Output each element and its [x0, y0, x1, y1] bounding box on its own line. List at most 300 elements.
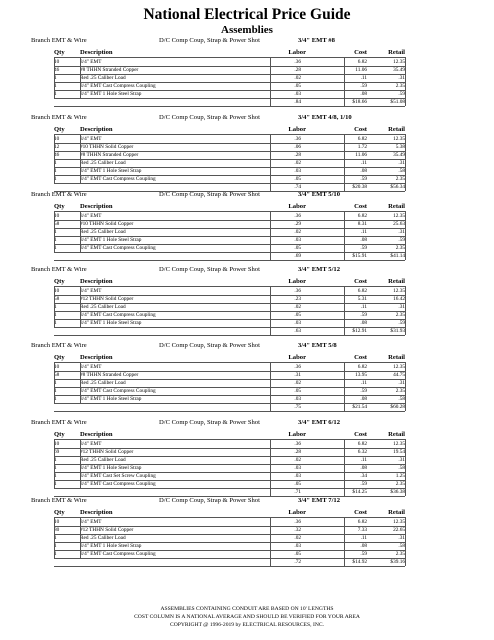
column-header-qty: Qty [54, 354, 65, 361]
assembly-size: 3/4" EMT 4/8, 1/10 [298, 114, 352, 121]
cell-labor: .28 [294, 152, 301, 158]
cell-cost: .08 [360, 320, 367, 326]
table-rule [54, 66, 405, 67]
table-row [0, 311, 494, 319]
cell-cost: 6.82 [357, 59, 367, 65]
cell-desc: 3/4" EMT [80, 213, 102, 219]
cell-cost: .11 [360, 229, 367, 235]
assembly-category: Branch EMT & Wire [31, 114, 87, 121]
cell-desc: 3/4" EMT [80, 441, 102, 447]
cell-desc: 3/4" EMT 1 Hole Steel Strap [80, 168, 142, 174]
assembly-method: D/C Comp Coup, Strap & Power Shot [159, 37, 260, 44]
cell-cost: 7.33 [357, 527, 367, 533]
table-row [0, 167, 494, 175]
assembly-method: D/C Comp Coup, Strap & Power Shot [159, 419, 260, 426]
table-rule [54, 74, 405, 75]
cell-labor: .36 [294, 213, 301, 219]
cell-desc: 3/4" EMT Cast Compress Coupling [80, 481, 156, 487]
cell-cost: 11.06 [355, 67, 367, 73]
cell-retail: 22.65 [393, 527, 405, 533]
table-row [0, 58, 494, 66]
cell-qty: 46 [54, 152, 60, 158]
total-cost: $12.91 [352, 328, 367, 334]
cell-labor: .36 [294, 441, 301, 447]
cell-retail: .59 [398, 237, 405, 243]
table-column-rule [80, 517, 81, 558]
cell-cost: .08 [360, 465, 367, 471]
table-row [0, 518, 494, 526]
cell-retail: 2.35 [395, 176, 405, 182]
cell-retail: 5.38 [395, 144, 405, 150]
cell-desc: 3/4" EMT 1 Hole Steel Strap [80, 320, 142, 326]
table-column-rule [344, 211, 345, 252]
cell-desc: #10 THHN Solid Copper [80, 221, 134, 227]
totals-row [0, 98, 494, 106]
table-row [0, 472, 494, 480]
table-column-rule [54, 57, 55, 98]
cell-cost: .59 [360, 551, 367, 557]
cell-labor: .29 [294, 221, 301, 227]
table-rule [54, 395, 405, 396]
table-rule [54, 228, 405, 229]
cell-desc: 3/4" EMT Cast Compress Coupling [80, 551, 156, 557]
cell-retail: .31 [398, 229, 405, 235]
column-header-description: Description [80, 126, 113, 133]
cell-desc: 3/4" EMT Cast Compress Coupling [80, 176, 156, 182]
cell-labor: .36 [294, 136, 301, 142]
table-rule [54, 472, 405, 473]
totals-column-rule [344, 327, 345, 335]
table-column-rule [405, 286, 406, 327]
cell-retail: .31 [398, 380, 405, 386]
totals-column-rule [405, 558, 406, 566]
cell-cost: .59 [360, 176, 367, 182]
cell-desc: 3/4" EMT [80, 136, 102, 142]
cell-qty: 69 [54, 449, 60, 455]
table-rule [54, 371, 405, 372]
column-header-retail: Retail [388, 203, 405, 210]
cell-cost: .59 [360, 312, 367, 318]
table-row [0, 244, 494, 252]
cell-labor: .02 [294, 229, 301, 235]
totals-column-rule [344, 558, 345, 566]
cell-labor: .02 [294, 380, 301, 386]
cell-qty: 1 [54, 91, 57, 97]
cell-cost: .11 [360, 380, 367, 386]
table-column-rule [344, 439, 345, 488]
table-rule [54, 143, 405, 144]
footer-line-3: COPYRIGHT @ 1996-2019 by ELECTRICAL RESOURCES, INC. [169, 622, 324, 628]
table-row [0, 143, 494, 151]
cell-qty: 1 [54, 388, 57, 394]
table-column-rule [344, 517, 345, 558]
total-retail: $60.28 [390, 404, 405, 410]
cell-labor: .06 [294, 144, 301, 150]
totals-column-rule [344, 403, 345, 411]
assembly-size: 3/4" EMT 5/8 [298, 342, 337, 349]
column-header-labor: Labor [288, 509, 306, 516]
cell-qty: 1 [54, 312, 57, 318]
cell-retail: 16.42 [393, 296, 405, 302]
table-rule [54, 448, 405, 449]
cell-labor: .05 [294, 388, 301, 394]
footer-line-2: COST COLUMN IS A NATIONAL AVERAGE AND SHOULD BE VERIFIED FOR YOUR AREA [134, 614, 360, 620]
totals-column-rule [405, 403, 406, 411]
cell-desc: 3/4" EMT [80, 288, 102, 294]
column-header-cost: Cost [354, 49, 367, 56]
table-column-rule [270, 362, 271, 403]
table-column-rule [344, 362, 345, 403]
table-rule [54, 134, 405, 135]
column-header-labor: Labor [288, 126, 306, 133]
cell-qty: 10 [54, 213, 60, 219]
table-row [0, 464, 494, 472]
column-header-qty: Qty [54, 126, 65, 133]
cell-cost: 6.82 [357, 441, 367, 447]
table-column-rule [270, 57, 271, 98]
table-rule [54, 319, 405, 320]
cell-cost: 11.06 [355, 152, 367, 158]
cell-retail: 2.35 [395, 245, 405, 251]
cell-qty: 1 [54, 83, 57, 89]
table-row [0, 371, 494, 379]
cell-qty: 1 [54, 176, 57, 182]
table-row [0, 363, 494, 371]
assembly-category: Branch EMT & Wire [31, 37, 87, 44]
cell-qty: 1 [54, 543, 57, 549]
table-row [0, 287, 494, 295]
cell-desc: 3/4" EMT 1 Hole Steel Strap [80, 543, 142, 549]
table-rule [54, 534, 405, 535]
table-row [0, 135, 494, 143]
cell-desc: #8 THHN Stranded Copper [80, 152, 139, 158]
assembly-block [0, 417, 494, 493]
totals-column-rule [270, 252, 271, 260]
table-rule [54, 379, 405, 380]
table-row [0, 175, 494, 183]
table-rule [54, 236, 405, 237]
table-column-rule [80, 57, 81, 98]
cell-desc: 3/4" EMT Cast Compress Coupling [80, 388, 156, 394]
total-retail: $51.08 [390, 99, 405, 105]
table-row [0, 90, 494, 98]
cell-cost: .59 [360, 245, 367, 251]
cell-qty: 1 [54, 75, 57, 81]
column-header-retail: Retail [388, 509, 405, 516]
total-labor: .69 [294, 253, 301, 259]
table-column-rule [270, 286, 271, 327]
column-header-labor: Labor [288, 278, 306, 285]
cell-retail: 12.35 [393, 136, 405, 142]
table-column-rule [54, 439, 55, 488]
table-row [0, 151, 494, 159]
cell-cost: .59 [360, 481, 367, 487]
assembly-block [0, 495, 494, 571]
table-rule [54, 566, 405, 567]
column-header-labor: Labor [288, 203, 306, 210]
cell-cost: .34 [360, 473, 367, 479]
column-header-qty: Qty [54, 49, 65, 56]
cell-labor: .03 [294, 168, 301, 174]
cell-qty: 1 [54, 457, 57, 463]
cell-qty: 1 [54, 320, 57, 326]
assembly-method: D/C Comp Coup, Strap & Power Shot [159, 266, 260, 273]
cell-labor: .36 [294, 59, 301, 65]
cell-desc: #8 THHN Stranded Copper [80, 67, 139, 73]
column-header-labor: Labor [288, 49, 306, 56]
table-rule [54, 98, 405, 99]
total-cost: $14.25 [352, 489, 367, 495]
cell-qty: 1 [54, 160, 57, 166]
cell-qty: 58 [54, 372, 60, 378]
table-rule [54, 542, 405, 543]
total-labor: .75 [294, 404, 301, 410]
cell-desc: Red .25 Caliber Load [80, 380, 126, 386]
assembly-block [0, 189, 494, 265]
footer-line-1: ASSEMBLIES CONTAINING CONDUIT ARE BASED ON 10' LENGTHS [160, 606, 334, 612]
cell-qty: 1 [54, 304, 57, 310]
cell-qty: 10 [54, 59, 60, 65]
cell-qty: 80 [54, 527, 60, 533]
totals-column-rule [344, 252, 345, 260]
cell-labor: .05 [294, 481, 301, 487]
cell-cost: .08 [360, 168, 367, 174]
cell-labor: .05 [294, 245, 301, 251]
table-rule [54, 464, 405, 465]
table-column-rule [405, 211, 406, 252]
cell-desc: 3/4" EMT Cast Compress Coupling [80, 245, 156, 251]
cell-retail: 12.35 [393, 519, 405, 525]
cell-retail: .59 [398, 91, 405, 97]
table-column-rule [54, 286, 55, 327]
cell-desc: Red .25 Caliber Load [80, 457, 126, 463]
column-header-cost: Cost [354, 431, 367, 438]
page-subtitle: Assemblies [221, 24, 273, 36]
table-row [0, 319, 494, 327]
table-column-rule [270, 134, 271, 183]
cell-cost: .08 [360, 237, 367, 243]
assembly-category: Branch EMT & Wire [31, 497, 87, 504]
cell-qty: 1 [54, 481, 57, 487]
table-column-rule [80, 362, 81, 403]
total-labor: .74 [294, 184, 301, 190]
cell-labor: .02 [294, 304, 301, 310]
cell-cost: 5.31 [357, 296, 367, 302]
cell-labor: .03 [294, 543, 301, 549]
total-retail: $41.14 [390, 253, 405, 259]
cell-desc: 3/4" EMT Cast Compress Coupling [80, 312, 156, 318]
column-header-qty: Qty [54, 278, 65, 285]
column-header-cost: Cost [354, 278, 367, 285]
cell-cost: 1.72 [357, 144, 367, 150]
cell-desc: #12 THHN Solid Copper [80, 449, 134, 455]
table-rule [54, 480, 405, 481]
table-rule [54, 90, 405, 91]
totals-row [0, 252, 494, 260]
totals-row [0, 403, 494, 411]
table-rule [54, 211, 405, 212]
table-row [0, 526, 494, 534]
cell-retail: 2.35 [395, 312, 405, 318]
table-column-rule [54, 211, 55, 252]
cell-retail: 12.35 [393, 364, 405, 370]
table-rule [54, 439, 405, 440]
table-column-rule [80, 211, 81, 252]
cell-qty: 46 [54, 67, 60, 73]
assembly-size: 3/4" EMT 5/10 [298, 191, 341, 198]
cell-retail: 2.35 [395, 388, 405, 394]
cell-desc: 3/4" EMT 1 Hole Steel Strap [80, 396, 142, 402]
column-header-description: Description [80, 354, 113, 361]
cell-labor: .36 [294, 519, 301, 525]
assembly-block [0, 340, 494, 416]
cell-retail: .31 [398, 75, 405, 81]
cell-cost: .08 [360, 91, 367, 97]
cell-desc: 3/4" EMT Cast Compress Coupling [80, 83, 156, 89]
table-row [0, 82, 494, 90]
column-header-labor: Labor [288, 431, 306, 438]
total-labor: .71 [294, 489, 301, 495]
cell-labor: .05 [294, 312, 301, 318]
totals-column-rule [405, 327, 406, 335]
column-header-cost: Cost [354, 126, 367, 133]
table-row [0, 395, 494, 403]
cell-desc: 3/4" EMT 1 Hole Steel Strap [80, 91, 142, 97]
table-rule [54, 220, 405, 221]
cell-qty: 1 [54, 237, 57, 243]
assembly-category: Branch EMT & Wire [31, 419, 87, 426]
cell-retail: 1.25 [395, 473, 405, 479]
cell-cost: 13.95 [355, 372, 367, 378]
cell-retail: .58 [398, 168, 405, 174]
cell-desc: Red .25 Caliber Load [80, 160, 126, 166]
table-row [0, 66, 494, 74]
cell-desc: 3/4" EMT [80, 59, 102, 65]
totals-column-rule [270, 327, 271, 335]
total-labor: .63 [294, 328, 301, 334]
assembly-category: Branch EMT & Wire [31, 191, 87, 198]
table-row [0, 212, 494, 220]
table-rule [54, 106, 405, 107]
cell-qty: 1 [54, 535, 57, 541]
cell-labor: .03 [294, 473, 301, 479]
cell-retail: 12.35 [393, 441, 405, 447]
cell-retail: .31 [398, 535, 405, 541]
column-header-cost: Cost [354, 203, 367, 210]
column-header-cost: Cost [354, 509, 367, 516]
assembly-size: 3/4" EMT 5/12 [298, 266, 341, 273]
table-rule [54, 488, 405, 489]
totals-row [0, 558, 494, 566]
table-rule [54, 456, 405, 457]
column-header-cost: Cost [354, 354, 367, 361]
table-column-rule [80, 286, 81, 327]
totals-column-rule [270, 403, 271, 411]
cell-cost: 6.82 [357, 519, 367, 525]
cell-desc: 3/4" EMT [80, 519, 102, 525]
cell-qty: 10 [54, 288, 60, 294]
table-rule [54, 286, 405, 287]
cell-cost: .59 [360, 83, 367, 89]
table-header-row [0, 353, 494, 362]
cell-cost: 6.82 [357, 288, 367, 294]
cell-retail: 35.49 [393, 152, 405, 158]
table-rule [54, 335, 405, 336]
cell-retail: 44.75 [393, 372, 405, 378]
table-rule [54, 303, 405, 304]
cell-cost: .08 [360, 543, 367, 549]
cell-labor: .02 [294, 75, 301, 81]
table-row [0, 550, 494, 558]
total-retail: $36.38 [390, 489, 405, 495]
column-header-qty: Qty [54, 203, 65, 210]
cell-cost: 8.31 [357, 221, 367, 227]
column-header-retail: Retail [388, 431, 405, 438]
cell-qty: 10 [54, 364, 60, 370]
table-row [0, 379, 494, 387]
cell-retail: 12.35 [393, 288, 405, 294]
table-row [0, 236, 494, 244]
cell-retail: 12.35 [393, 213, 405, 219]
table-column-rule [405, 517, 406, 558]
cell-qty: 1 [54, 245, 57, 251]
table-column-rule [270, 517, 271, 558]
total-cost: $15.91 [352, 253, 367, 259]
table-rule [54, 175, 405, 176]
table-rule [54, 558, 405, 559]
table-row [0, 228, 494, 236]
cell-desc: 3/4" EMT Cast Set Screw Coupling [80, 473, 156, 479]
column-header-retail: Retail [388, 49, 405, 56]
table-row [0, 74, 494, 82]
cell-retail: .58 [398, 543, 405, 549]
cell-desc: #8 THHN Stranded Copper [80, 372, 139, 378]
table-column-rule [344, 286, 345, 327]
table-column-rule [405, 362, 406, 403]
total-retail: $31.93 [390, 328, 405, 334]
table-header-row [0, 277, 494, 286]
total-labor: .84 [294, 99, 301, 105]
cell-qty: 58 [54, 296, 60, 302]
table-column-rule [54, 134, 55, 183]
cell-qty: 12 [54, 144, 60, 150]
cell-labor: .03 [294, 91, 301, 97]
totals-column-rule [270, 558, 271, 566]
table-row [0, 303, 494, 311]
assembly-size: 3/4" EMT 6/12 [298, 419, 341, 426]
table-column-rule [270, 211, 271, 252]
table-rule [54, 526, 405, 527]
table-rule [54, 82, 405, 83]
table-row [0, 220, 494, 228]
cell-desc: #12 THHN Solid Copper [80, 296, 134, 302]
table-row [0, 480, 494, 488]
cell-labor: .03 [294, 396, 301, 402]
table-header-row [0, 202, 494, 211]
cell-qty: 58 [54, 221, 60, 227]
cell-labor: .05 [294, 551, 301, 557]
cell-cost: 6.82 [357, 136, 367, 142]
assembly-method: D/C Comp Coup, Strap & Power Shot [159, 114, 260, 121]
table-column-rule [54, 362, 55, 403]
cell-retail: 2.35 [395, 83, 405, 89]
assembly-category: Branch EMT & Wire [31, 266, 87, 273]
cell-labor: .28 [294, 67, 301, 73]
column-header-description: Description [80, 278, 113, 285]
cell-retail: .58 [398, 465, 405, 471]
cell-labor: .02 [294, 457, 301, 463]
table-row [0, 387, 494, 395]
